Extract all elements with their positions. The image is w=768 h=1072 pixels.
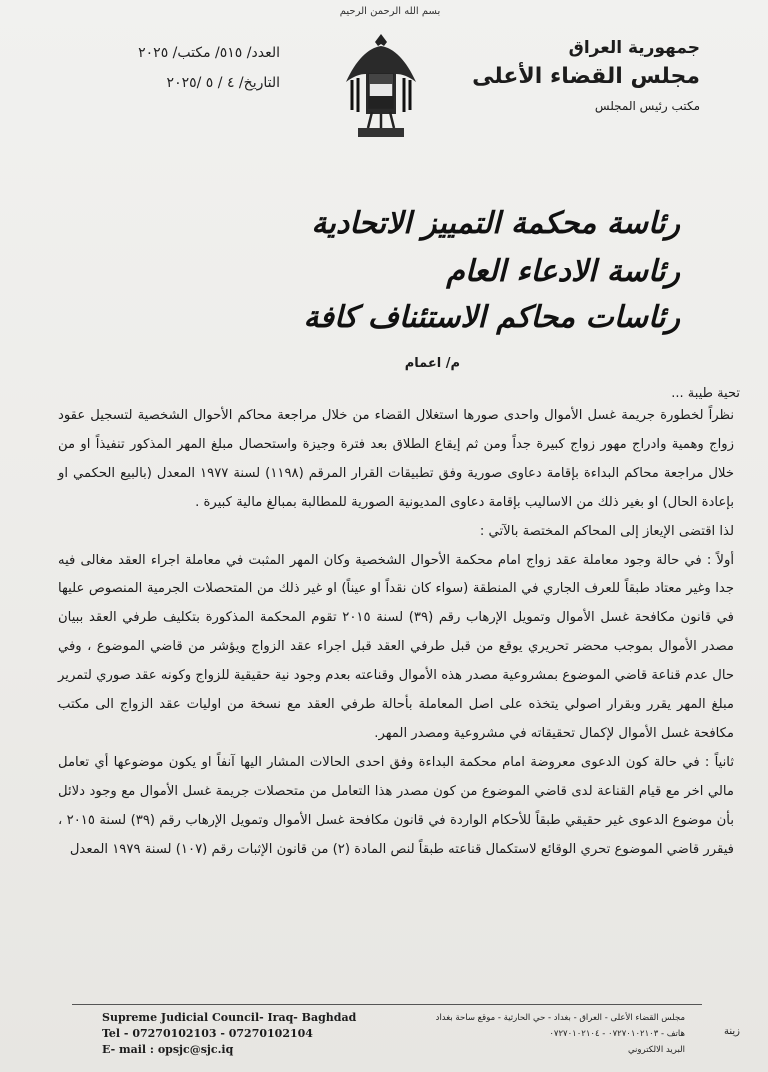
document-number: العدد/ ٥١٥/ مكتب/ ٢٠٢٥ [138,45,280,61]
footer-initials: زينة [724,1026,740,1037]
paragraph-directive: لذا اقتضى الإيعاز إلى المحاكم المختصة بالآتي : [479,523,734,539]
reference-block [60,38,280,98]
addressee-public-prosecution: رئاسة الادعاء العام [446,254,680,289]
footer-phone-en: Tel - 07270102103 - 07270102104 [102,1027,313,1040]
footer-email: E- mail : opsjc@sjc.iq [102,1043,234,1056]
footer-arabic-contact [395,1010,685,1058]
footer-address-en: Supreme Judicial Council- Iraq- Baghdad [102,1011,357,1024]
footer-email-label-ar: البريد الالكتروني [627,1045,685,1055]
council-name: مجلس القضاء الأعلى [472,64,700,89]
footer-phone-ar: هاتف - ٠٧٢٧٠١٠٢١٠٣ - ٠٧٢٧٠١٠٢١٠٤ [549,1029,685,1039]
footer-english-contact [102,1010,402,1058]
addressee-appeal-courts: رئاسات محاكم الاستئناف كافة [303,300,680,335]
paragraph-second-clause: ثانياً : في حالة كون الدعوى معروضة امام محكمة البداءة وفق احدى الحالات المشار اليها آنفاً او يكون موضوعها أي تعامل مالي اخر مع قيام القناعة لدى قاضي الموضوع من كون مصدر هذا التعامل من متحصلات جريمة غسل الأموال مع وجود دلائل بأن موضوع الدعوى غير حقيقي طبقاً للأحكام الواردة في قانون مكافحة غسل الأموال وتمويل الإرهاب رقم (٣٩) لسنة ٢٠١٥ ، فيقرر قاضي الموضوع تحري الوقائع لاستكمال قناعته طبقاً لنص المادة (٢) من قانون الإثبات رقم (١٠٧) لسنة ١٩٧٩ المعدل [58,754,734,857]
country-name: جمهورية العراق [568,38,700,58]
document-date: التاريخ/ ٤ / ٥ /٢٠٢٥ [166,75,280,91]
greeting: تحية طيبة ... [671,386,740,401]
office-name: مكتب رئيس المجلس [594,99,700,113]
addressee-cassation-court: رئاسة محكمة التمييز الاتحادية [311,206,680,241]
footer-address-ar: مجلس القضاء الأعلى - العراق - بغداد - حي الحارثية - موقع ساحة بغداد [435,1013,685,1023]
subject-line: م/ اعمام [404,356,460,371]
letter-body [58,402,734,865]
basmala: بسم الله الرحمن الرحيم [339,6,441,17]
footer-divider [72,1004,702,1005]
paragraph-intro: نظراً لخطورة جريمة غسل الأموال واحدى صورها استغلال القضاء من خلال مراجعة محاكم الأحوال الشخصية لتسجيل عقود زواج وهمية وادراج مهور زواج كبيرة جداً ومن ثم إيقاع الطلاق بعد فترة وجيزة واستحصال مبلغ المهر المذكور تنفيذاً او من خلال مراجعة محاكم البداءة بإقامة دعاوى صورية وفق تطبيقات القرار المرقم (١١٩٨) لسنة ١٩٧٧ المعدل (بالبيع الحكمي او بإعادة الحال) او بغير ذلك من الاساليب بإقامة دعاوى المديونية الصورية للمطالبة بمبالغ مالية كبيرة . [58,408,734,510]
issuer-block [470,38,700,113]
paragraph-first-clause: أولاً : في حالة وجود معاملة عقد زواج امام محكمة الأحوال الشخصية وكان المهر المثبت في معاملة اجراء العقد مغالى فيه جدا وغير معتاد طبقاً للعرف الجاري في المنطقة (سواء كان نقداً او عيناً) او غير ذلك من المتحصلات الجرمية المنصوص عليها في قانون مكافحة غسل الأموال وتمويل الإرهاب رقم (٣٩) لسنة ٢٠١٥ تقوم المحكمة المذكورة بتكليف طرفي العقد ببيان مصدر الأموال بموجب محضر تحريري يوقع من قبل طرفي العقد قبل اجراء عقد الزواج ويؤشر من قاضي الموضوع ، وفي حال عدم قناعة قاضي الموضوع بمشروعية مصدر هذه الأموال وقناعته بعدم وجود نية حقيقية للزواج وكونه عقد صوري لتمرير مبلغ المهر يقرر وبقرار اصولي يتخذه على اصل المعاملة بأحالة طرفي العقد مع نسخة من اوليات عقد الزواج الى مكتب مكافحة غسل الأموال لإكمال تحقيقاته في مشروعية ومصدر المهر. [58,552,734,741]
iraq-coat-of-arms-eagle-icon [338,30,424,140]
